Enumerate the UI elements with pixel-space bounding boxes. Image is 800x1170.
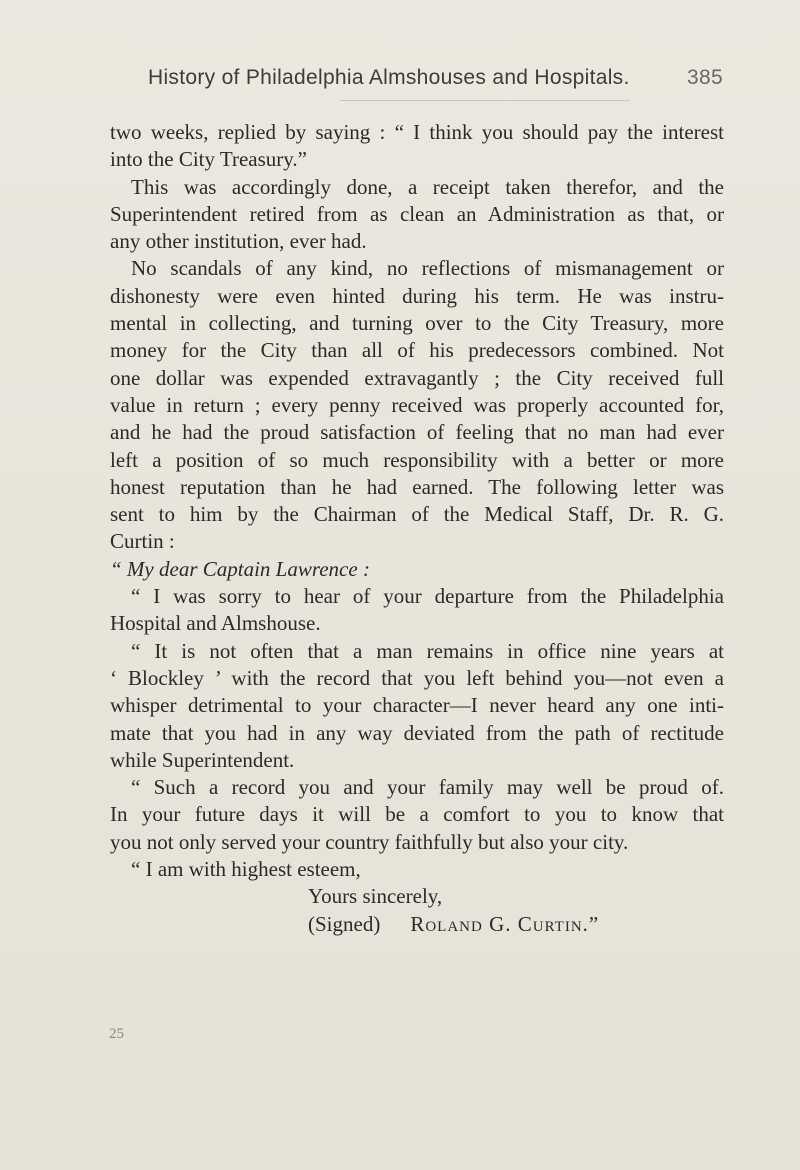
letter-line: “ It is not often that a man remains in office nine years at <box>131 638 724 663</box>
text-line: two weeks, replied by saying : “ I think you should pay the interest <box>110 120 724 144</box>
letter-valediction: Yours sincerely, <box>308 884 443 909</box>
letter-salutation: “ My dear Captain Lawrence : <box>110 556 370 581</box>
text-line: dishonesty were even hinted during his term. He was instru- <box>110 283 724 308</box>
text-line: Curtin : <box>110 529 175 554</box>
letter-closing: “ I am with highest esteem, <box>131 857 361 882</box>
letter-line: while Superintendent. <box>110 747 295 772</box>
printer-signature-mark: 25 <box>109 1026 124 1042</box>
signer-name: Roland G. Curtin.” <box>410 911 600 936</box>
text-line: one dollar was expended extravagantly ; the City received full <box>110 365 724 390</box>
letter-line: you not only served your country faithfully but also your city. <box>110 829 629 854</box>
text-line: honest reputation than he had earned. The following letter was <box>110 474 724 499</box>
text-line: This was accordingly done, a receipt taken therefor, and the <box>131 174 724 199</box>
body-text <box>110 119 724 938</box>
text-line: Superintendent retired from as clean an Administration as that, or <box>110 201 724 226</box>
text-line: value in return ; every penny received was properly accounted for, <box>110 392 724 417</box>
text-line: No scandals of any kind, no reflections of mismanagement or <box>131 256 724 281</box>
text-line: mental in collecting, and turning over to the City Treasury, more <box>110 311 724 336</box>
running-head <box>148 66 723 90</box>
letter-line: mate that you had in any way deviated from the path of rectitude <box>110 720 724 745</box>
letter-line: “ I was sorry to hear of your departure from the Philadelphia <box>131 584 724 609</box>
text-line: sent to him by the Chairman of the Medical Staff, Dr. R. G. <box>110 502 724 527</box>
signed-label: (Signed) <box>308 911 381 936</box>
text-line: money for the City than all of his predecessors combined. Not <box>110 338 724 363</box>
letter-line: ‘ Blockley ’ with the record that you left behind you—not even a <box>110 665 724 690</box>
header-rule <box>340 100 630 101</box>
letter-signature-line <box>110 911 724 938</box>
text-line: and he had the proud satisfaction of feeling that no man had ever <box>110 420 724 445</box>
running-head-title: History of Philadelphia Almshouses and Hospitals. <box>148 66 630 89</box>
text-line: left a position of so much responsibility with a better or more <box>110 447 724 472</box>
text-line: any other institution, ever had. <box>110 229 367 254</box>
page-number: 385 <box>687 66 723 89</box>
letter-line: “ Such a record you and your family may well be proud of. <box>131 775 724 800</box>
letter-line: whisper detrimental to your character—I never heard any one inti- <box>110 693 724 718</box>
text-line: into the City Treasury.” <box>110 147 307 172</box>
letter-line: In your future days it will be a comfort to you to know that <box>110 802 724 827</box>
letter-line: Hospital and Almshouse. <box>110 611 321 636</box>
